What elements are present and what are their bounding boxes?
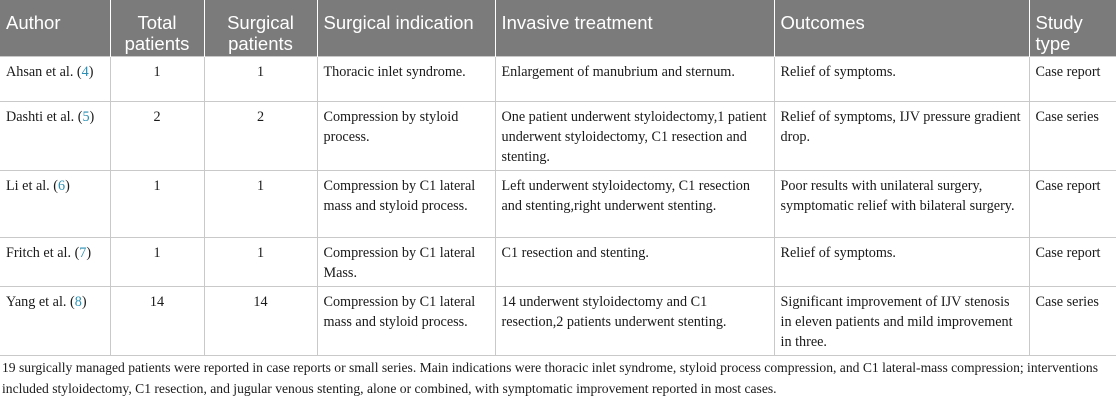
author-name: Yang et al. (6, 294, 67, 310)
total-patients-cell: 1 (110, 171, 204, 238)
table-row (0, 171, 1116, 238)
header-row (0, 0, 1116, 57)
reference-link[interactable]: 6 (58, 178, 66, 194)
outcomes-cell: Relief of symptoms. (774, 238, 1029, 287)
indication-cell: Compression by styloid process. (317, 102, 495, 171)
surgical-patients-cell: 14 (204, 287, 317, 356)
outcomes-cell: Relief of symptoms. (774, 57, 1029, 102)
header-surgical-indication: Surgical indication (317, 0, 495, 57)
surgical-patients-cell: 1 (204, 171, 317, 238)
author-name: Ahsan et al. (6, 64, 74, 80)
surgical-patients-cell: 1 (204, 57, 317, 102)
indication-cell: Compression by C1 lateral mass and styloid process. (317, 287, 495, 356)
study-type-cell: Case report (1029, 238, 1116, 287)
total-patients-cell: 14 (110, 287, 204, 356)
outcomes-cell: Poor results with unilateral surgery, symptomatic relief with bilateral surgery. (774, 171, 1029, 238)
author-cell: Yang et al. (8) (0, 287, 110, 356)
treatment-cell: C1 resection and stenting. (495, 238, 774, 287)
surgical-patients-cell: 1 (204, 238, 317, 287)
treatment-cell: 14 underwent styloidectomy and C1 resection,2 patients underwent stenting. (495, 287, 774, 356)
total-patients-cell: 1 (110, 57, 204, 102)
table-row (0, 287, 1116, 356)
header-total-patients: Total patients (110, 0, 204, 57)
table-row (0, 238, 1116, 287)
study-type-cell: Case series (1029, 287, 1116, 356)
reference-link[interactable]: 8 (74, 294, 82, 310)
indication-cell: Compression by C1 lateral mass and styloid process. (317, 171, 495, 238)
author-cell: Li et al. (6) (0, 171, 110, 238)
study-type-cell: Case series (1029, 102, 1116, 171)
author-name: Fritch et al. (6, 245, 72, 261)
treatment-cell: One patient underwent styloidectomy,1 patient underwent styloidectomy, C1 resection and stenting. (495, 102, 774, 171)
author-cell: Fritch et al. (7) (0, 238, 110, 287)
header-study-type: Study type (1029, 0, 1116, 57)
header-outcomes: Outcomes (774, 0, 1029, 57)
header-author: Author (0, 0, 110, 57)
author-cell: Ahsan et al. (4) (0, 57, 110, 102)
author-cell: Dashti et al. (5) (0, 102, 110, 171)
reference-link[interactable]: 7 (79, 245, 87, 261)
table-row (0, 57, 1116, 102)
treatment-cell: Enlargement of manubrium and sternum. (495, 57, 774, 102)
outcomes-cell: Relief of symptoms, IJV pressure gradient drop. (774, 102, 1029, 171)
study-type-cell: Case report (1029, 171, 1116, 238)
author-name: Dashti et al. (6, 109, 75, 125)
study-type-cell: Case report (1029, 57, 1116, 102)
surgical-patients-cell: 2 (204, 102, 317, 171)
indication-cell: Thoracic inlet syndrome. (317, 57, 495, 102)
indication-cell: Compression by C1 lateral Mass. (317, 238, 495, 287)
total-patients-cell: 2 (110, 102, 204, 171)
reference-link[interactable]: 5 (82, 109, 90, 125)
table-row (0, 102, 1116, 171)
author-name: Li et al. (6, 178, 50, 194)
header-invasive-treatment: Invasive treatment (495, 0, 774, 57)
outcomes-cell: Significant improvement of IJV stenosis in eleven patients and mild improvement in three. (774, 287, 1029, 356)
total-patients-cell: 1 (110, 238, 204, 287)
treatment-cell: Left underwent styloidectomy, C1 resection and stenting,right underwent stenting. (495, 171, 774, 238)
reference-link[interactable]: 4 (81, 64, 89, 80)
table-footnote: 19 surgically managed patients were reported in case reports or small series. Main indications were thoracic inlet syndrome, styloid process compression, and C1 lateral-mass compression; interventions included styloidectomy, C1 resection, and jugular venous stenting, alone or combined, with symptomatic improvement reported in most cases. (2, 360, 1099, 396)
header-surgical-patients: Surgical patients (204, 0, 317, 57)
